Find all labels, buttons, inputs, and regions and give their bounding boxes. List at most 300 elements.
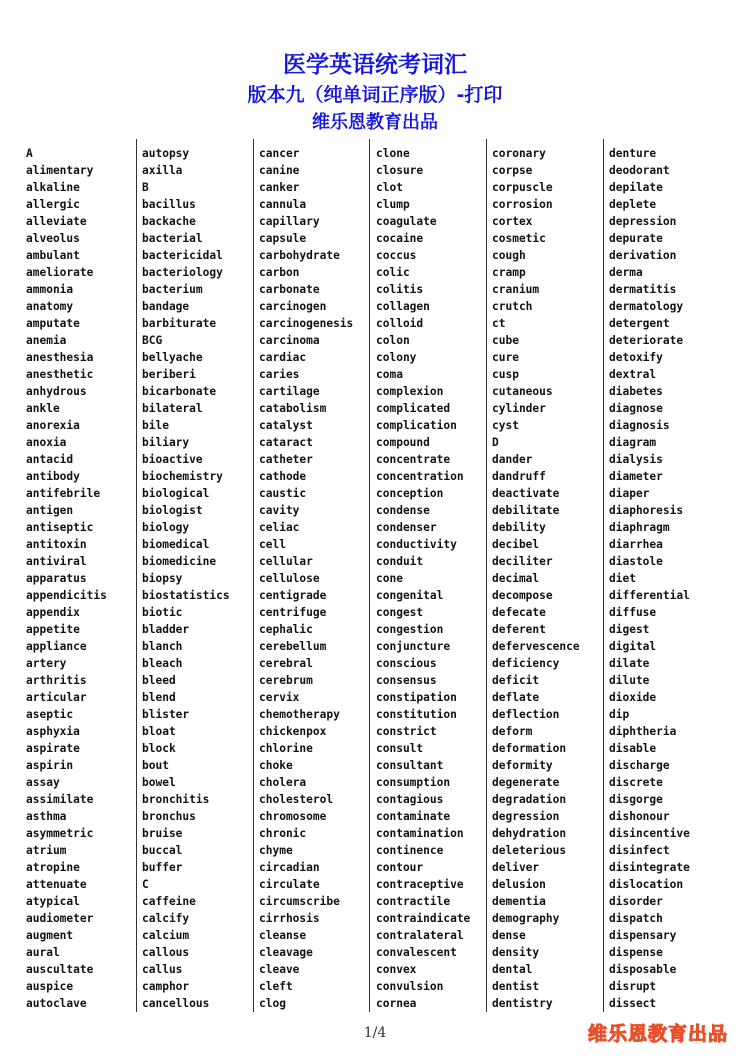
vocab-word: convulsion bbox=[376, 980, 444, 993]
vocab-word: cocaine bbox=[376, 232, 424, 245]
vocab-word: atrium bbox=[26, 844, 67, 857]
vocab-word: canker bbox=[259, 181, 300, 194]
vocab-word: biochemistry bbox=[142, 470, 223, 483]
vocab-word: deformation bbox=[492, 742, 567, 755]
vocab-word: cube bbox=[492, 334, 519, 347]
vocab-word: buccal bbox=[142, 844, 183, 857]
vocab-word: compound bbox=[376, 436, 430, 449]
vocab-word: cancellous bbox=[142, 997, 210, 1010]
vocab-word: colloid bbox=[376, 317, 424, 330]
vocab-word: consult bbox=[376, 742, 424, 755]
vocab-word: carcinogen bbox=[259, 300, 327, 313]
vocab-word: cosmetic bbox=[492, 232, 546, 245]
vocab-word: anorexia bbox=[26, 419, 80, 432]
vocab-word: anemia bbox=[26, 334, 67, 347]
vocab-word: dioxide bbox=[609, 691, 657, 704]
vocab-word: dispensary bbox=[609, 929, 677, 942]
vocab-word: concentrate bbox=[376, 453, 451, 466]
vocab-word: arthritis bbox=[26, 674, 87, 687]
vocab-word: cutaneous bbox=[492, 385, 553, 398]
vocab-word: alveolus bbox=[26, 232, 80, 245]
vocab-word: consultant bbox=[376, 759, 444, 772]
vocab-word: bleach bbox=[142, 657, 183, 670]
vocab-word: diaphragm bbox=[609, 521, 670, 534]
vocab-word: bout bbox=[142, 759, 169, 772]
vocab-word: cure bbox=[492, 351, 519, 364]
vocab-word: biliary bbox=[142, 436, 190, 449]
vocab-word: cleavage bbox=[259, 946, 313, 959]
vocab-word: defecate bbox=[492, 606, 546, 619]
vocab-word: dehydration bbox=[492, 827, 567, 840]
vocab-word: diaper bbox=[609, 487, 650, 500]
vocab-word: antitoxin bbox=[26, 538, 87, 551]
word-column-3 bbox=[259, 145, 371, 1012]
vocab-word: dispense bbox=[609, 946, 663, 959]
vocab-word: dilute bbox=[609, 674, 650, 687]
vocab-word: cornea bbox=[376, 997, 417, 1010]
vocab-word: atropine bbox=[26, 861, 80, 874]
vocab-word: autoclave bbox=[26, 997, 87, 1010]
vocab-word: diastole bbox=[609, 555, 663, 568]
vocab-word: catalyst bbox=[259, 419, 313, 432]
vocab-word: catabolism bbox=[259, 402, 327, 415]
vocab-word: dentistry bbox=[492, 997, 553, 1010]
vocab-word: atypical bbox=[26, 895, 80, 908]
vocab-word: derivation bbox=[609, 249, 677, 262]
vocab-word: appendix bbox=[26, 606, 80, 619]
vocab-word: congenital bbox=[376, 589, 444, 602]
document-title: 医学英语统考词汇 bbox=[283, 52, 467, 78]
vocab-word: bowel bbox=[142, 776, 176, 789]
vocab-word: cramp bbox=[492, 266, 526, 279]
vocab-word: congestion bbox=[376, 623, 444, 636]
vocab-word: dissect bbox=[609, 997, 657, 1010]
vocab-word: deciliter bbox=[492, 555, 553, 568]
vocab-word: denture bbox=[609, 147, 657, 160]
vocab-word: circumscribe bbox=[259, 895, 340, 908]
vocab-word: cholera bbox=[259, 776, 307, 789]
vocab-word: cataract bbox=[259, 436, 313, 449]
vocab-word: apparatus bbox=[26, 572, 87, 585]
vocab-word: chickenpox bbox=[259, 725, 327, 738]
vocab-word: diarrhea bbox=[609, 538, 663, 551]
vocab-word: chronic bbox=[259, 827, 307, 840]
vocab-word: cleanse bbox=[259, 929, 307, 942]
vocab-word: antacid bbox=[26, 453, 74, 466]
vocab-word: degression bbox=[492, 810, 560, 823]
vocab-word: asthma bbox=[26, 810, 67, 823]
vocab-word: deformity bbox=[492, 759, 553, 772]
vocab-word: collagen bbox=[376, 300, 430, 313]
vocab-word: colony bbox=[376, 351, 417, 364]
document-subtitle: 版本九（纯单词正序版）-打印 bbox=[247, 84, 503, 106]
vocab-word: circulate bbox=[259, 878, 320, 891]
vocab-word: cholesterol bbox=[259, 793, 334, 806]
vocab-word: aseptic bbox=[26, 708, 74, 721]
vocab-word: complicated bbox=[376, 402, 451, 415]
vocab-word: ambulant bbox=[26, 249, 80, 262]
vocab-word: biostatistics bbox=[142, 589, 230, 602]
vocab-word: aspirate bbox=[26, 742, 80, 755]
vocab-word: barbiturate bbox=[142, 317, 217, 330]
vocab-word: complication bbox=[376, 419, 457, 432]
vocab-word: disinfect bbox=[609, 844, 670, 857]
vocab-word: corpuscle bbox=[492, 181, 553, 194]
vocab-word: antibody bbox=[26, 470, 80, 483]
vocab-word: continence bbox=[376, 844, 444, 857]
vocab-word: dialysis bbox=[609, 453, 663, 466]
vocab-word: deplete bbox=[609, 198, 657, 211]
vocab-word: cortex bbox=[492, 215, 533, 228]
vocab-word: carbonate bbox=[259, 283, 320, 296]
vocab-word: bladder bbox=[142, 623, 190, 636]
vocab-word: biomedicine bbox=[142, 555, 217, 568]
vocab-word: cervix bbox=[259, 691, 300, 704]
vocab-word: celiac bbox=[259, 521, 300, 534]
vocab-word: depilate bbox=[609, 181, 663, 194]
vocab-word: camphor bbox=[142, 980, 190, 993]
vocab-word: constrict bbox=[376, 725, 437, 738]
vocab-word: coma bbox=[376, 368, 403, 381]
vocab-word: diaphoresis bbox=[609, 504, 684, 517]
vocab-word: convalescent bbox=[376, 946, 457, 959]
vocab-word: diameter bbox=[609, 470, 663, 483]
vocab-word: ameliorate bbox=[26, 266, 94, 279]
vocab-word: detergent bbox=[609, 317, 670, 330]
vocab-word: deflate bbox=[492, 691, 540, 704]
vocab-word: B bbox=[142, 181, 149, 194]
vocab-word: bacterium bbox=[142, 283, 203, 296]
vocab-word: autopsy bbox=[142, 147, 190, 160]
vocab-word: diphtheria bbox=[609, 725, 677, 738]
vocab-word: dentist bbox=[492, 980, 540, 993]
vocab-word: derma bbox=[609, 266, 643, 279]
vocab-word: degradation bbox=[492, 793, 567, 806]
vocab-word: disposable bbox=[609, 963, 677, 976]
vocab-word: dandruff bbox=[492, 470, 546, 483]
column-divider bbox=[369, 139, 370, 1012]
word-column-1 bbox=[26, 145, 138, 1012]
vocab-word: assimilate bbox=[26, 793, 94, 806]
vocab-word: carcinoma bbox=[259, 334, 320, 347]
vocab-word: concentration bbox=[376, 470, 464, 483]
vocab-word: dermatology bbox=[609, 300, 684, 313]
vocab-word: auspice bbox=[26, 980, 74, 993]
vocab-word: closure bbox=[376, 164, 424, 177]
vocab-word: digital bbox=[609, 640, 657, 653]
vocab-word: chemotherapy bbox=[259, 708, 340, 721]
vocab-word: diagram bbox=[609, 436, 657, 449]
vocab-word: appetite bbox=[26, 623, 80, 636]
vocab-word: cylinder bbox=[492, 402, 546, 415]
page-number: 1/4 bbox=[363, 1025, 387, 1041]
vocab-word: disincentive bbox=[609, 827, 690, 840]
vocab-word: deteriorate bbox=[609, 334, 684, 347]
vocab-word: attenuate bbox=[26, 878, 87, 891]
vocab-word: disgorge bbox=[609, 793, 663, 806]
vocab-word: carcinogenesis bbox=[259, 317, 354, 330]
vocab-word: clot bbox=[376, 181, 403, 194]
vocab-word: ammonia bbox=[26, 283, 74, 296]
vocab-word: dislocation bbox=[609, 878, 684, 891]
vocab-word: beriberi bbox=[142, 368, 196, 381]
vocab-word: cathode bbox=[259, 470, 307, 483]
vocab-word: cirrhosis bbox=[259, 912, 320, 925]
vocab-word: catheter bbox=[259, 453, 313, 466]
vocab-word: articular bbox=[26, 691, 87, 704]
vocab-word: bronchitis bbox=[142, 793, 210, 806]
vocab-word: bilateral bbox=[142, 402, 203, 415]
vocab-word: bacterial bbox=[142, 232, 203, 245]
word-column-4 bbox=[376, 145, 488, 1012]
vocab-word: chromosome bbox=[259, 810, 327, 823]
vocab-word: defervescence bbox=[492, 640, 580, 653]
vocab-word: conduit bbox=[376, 555, 424, 568]
vocab-word: caffeine bbox=[142, 895, 196, 908]
vocab-word: bleed bbox=[142, 674, 176, 687]
vocab-word: contaminate bbox=[376, 810, 451, 823]
vocab-word: centigrade bbox=[259, 589, 327, 602]
vocab-word: cartilage bbox=[259, 385, 320, 398]
vocab-word: carbon bbox=[259, 266, 300, 279]
vocab-word: congest bbox=[376, 606, 424, 619]
vocab-word: cavity bbox=[259, 504, 300, 517]
vocab-word: bruise bbox=[142, 827, 183, 840]
vocab-word: diet bbox=[609, 572, 636, 585]
vocab-word: auscultate bbox=[26, 963, 94, 976]
vocab-word: cardiac bbox=[259, 351, 307, 364]
vocab-word: cancer bbox=[259, 147, 300, 160]
vocab-word: dip bbox=[609, 708, 630, 721]
vocab-word: deficiency bbox=[492, 657, 560, 670]
word-column-5 bbox=[492, 145, 604, 1012]
vocab-word: cranium bbox=[492, 283, 540, 296]
vocab-word: bactericidal bbox=[142, 249, 223, 262]
vocab-word: antiviral bbox=[26, 555, 87, 568]
vocab-word: block bbox=[142, 742, 176, 755]
vocab-word: colon bbox=[376, 334, 410, 347]
vocab-word: decompose bbox=[492, 589, 553, 602]
vocab-word: deleterious bbox=[492, 844, 567, 857]
vocab-word: deflection bbox=[492, 708, 560, 721]
vocab-word: ankle bbox=[26, 402, 60, 415]
vocab-word: disrupt bbox=[609, 980, 657, 993]
vocab-word: dense bbox=[492, 929, 526, 942]
vocab-word: bellyache bbox=[142, 351, 203, 364]
vocab-word: canine bbox=[259, 164, 300, 177]
vocab-word: conductivity bbox=[376, 538, 457, 551]
vocab-word: augment bbox=[26, 929, 74, 942]
vocab-word: density bbox=[492, 946, 540, 959]
vocab-word: cephalic bbox=[259, 623, 313, 636]
vocab-word: contractile bbox=[376, 895, 451, 908]
vocab-word: contraindicate bbox=[376, 912, 471, 925]
vocab-word: complexion bbox=[376, 385, 444, 398]
vocab-word: anesthetic bbox=[26, 368, 94, 381]
vocab-word: backache bbox=[142, 215, 196, 228]
vocab-word: dental bbox=[492, 963, 533, 976]
vocab-word: constitution bbox=[376, 708, 457, 721]
vocab-word: cannula bbox=[259, 198, 307, 211]
vocab-word: alkaline bbox=[26, 181, 80, 194]
vocab-word: depurate bbox=[609, 232, 663, 245]
vocab-word: assay bbox=[26, 776, 60, 789]
vocab-word: appendicitis bbox=[26, 589, 107, 602]
vocab-word: appliance bbox=[26, 640, 87, 653]
vocab-word: allergic bbox=[26, 198, 80, 211]
vocab-word: deliver bbox=[492, 861, 540, 874]
vocab-word: conjuncture bbox=[376, 640, 451, 653]
vocab-word: colic bbox=[376, 266, 410, 279]
vocab-word: alleviate bbox=[26, 215, 87, 228]
vocab-word: antiseptic bbox=[26, 521, 94, 534]
vocab-word: deferent bbox=[492, 623, 546, 636]
vocab-word: colitis bbox=[376, 283, 424, 296]
vocab-word: biological bbox=[142, 487, 210, 500]
vocab-word: D bbox=[492, 436, 499, 449]
vocab-word: callus bbox=[142, 963, 183, 976]
vocab-word: cerebrum bbox=[259, 674, 313, 687]
vocab-word: clog bbox=[259, 997, 286, 1010]
vocab-word: debilitate bbox=[492, 504, 560, 517]
vocab-word: calcify bbox=[142, 912, 190, 925]
vocab-word: dilate bbox=[609, 657, 650, 670]
vocab-word: antigen bbox=[26, 504, 74, 517]
vocab-word: corrosion bbox=[492, 198, 553, 211]
vocab-word: dextral bbox=[609, 368, 657, 381]
vocab-word: choke bbox=[259, 759, 293, 772]
vocab-word: biotic bbox=[142, 606, 183, 619]
vocab-word: cellulose bbox=[259, 572, 320, 585]
vocab-word: coccus bbox=[376, 249, 417, 262]
vocab-word: capsule bbox=[259, 232, 307, 245]
vocab-word: cusp bbox=[492, 368, 519, 381]
vocab-word: bacillus bbox=[142, 198, 196, 211]
vocab-word: caustic bbox=[259, 487, 307, 500]
vocab-word: differential bbox=[609, 589, 690, 602]
vocab-word: diabetes bbox=[609, 385, 663, 398]
vocab-word: disorder bbox=[609, 895, 663, 908]
vocab-word: bicarbonate bbox=[142, 385, 217, 398]
vocab-word: chlorine bbox=[259, 742, 313, 755]
vocab-word: cleave bbox=[259, 963, 300, 976]
publisher-line: 维乐恩教育出品 bbox=[312, 112, 438, 133]
vocab-word: biology bbox=[142, 521, 190, 534]
vocab-word: condense bbox=[376, 504, 430, 517]
vocab-word: cyst bbox=[492, 419, 519, 432]
vocab-word: biopsy bbox=[142, 572, 183, 585]
vocab-word: blister bbox=[142, 708, 190, 721]
vocab-word: deodorant bbox=[609, 164, 670, 177]
vocab-word: artery bbox=[26, 657, 67, 670]
vocab-word: aspirin bbox=[26, 759, 74, 772]
vocab-word: anatomy bbox=[26, 300, 74, 313]
vocab-word: bandage bbox=[142, 300, 190, 313]
vocab-word: conception bbox=[376, 487, 444, 500]
vocab-word: discharge bbox=[609, 759, 670, 772]
vocab-word: diagnose bbox=[609, 402, 663, 415]
vocab-word: consensus bbox=[376, 674, 437, 687]
vocab-word: cough bbox=[492, 249, 526, 262]
vocab-word: detoxify bbox=[609, 351, 663, 364]
vocab-word: decimal bbox=[492, 572, 540, 585]
vocab-word: bioactive bbox=[142, 453, 203, 466]
vocab-word: decibel bbox=[492, 538, 540, 551]
vocab-word: depression bbox=[609, 215, 677, 228]
vocab-word: audiometer bbox=[26, 912, 94, 925]
vocab-word: degenerate bbox=[492, 776, 560, 789]
vocab-word: demography bbox=[492, 912, 560, 925]
vocab-word: aural bbox=[26, 946, 60, 959]
vocab-word: deficit bbox=[492, 674, 540, 687]
vocab-word: dispatch bbox=[609, 912, 663, 925]
vocab-word: crutch bbox=[492, 300, 533, 313]
vocab-word: cerebral bbox=[259, 657, 313, 670]
vocab-word: deactivate bbox=[492, 487, 560, 500]
vocab-word: anhydrous bbox=[26, 385, 87, 398]
vocab-word: bacteriology bbox=[142, 266, 223, 279]
vocab-word: biologist bbox=[142, 504, 203, 517]
vocab-word: dander bbox=[492, 453, 533, 466]
vocab-word: bile bbox=[142, 419, 169, 432]
vocab-word: cellular bbox=[259, 555, 313, 568]
column-divider bbox=[603, 139, 604, 1012]
vocab-word: debility bbox=[492, 521, 546, 534]
vocab-word: digest bbox=[609, 623, 650, 636]
vocab-word: diffuse bbox=[609, 606, 657, 619]
vocab-word: contamination bbox=[376, 827, 464, 840]
vocab-word: dermatitis bbox=[609, 283, 677, 296]
vocab-word: anoxia bbox=[26, 436, 67, 449]
vocab-word: coronary bbox=[492, 147, 546, 160]
vocab-word: axilla bbox=[142, 164, 183, 177]
vocab-word: circadian bbox=[259, 861, 320, 874]
vocab-word: blanch bbox=[142, 640, 183, 653]
vocab-word: centrifuge bbox=[259, 606, 327, 619]
column-divider bbox=[253, 139, 254, 1012]
vocab-word: condenser bbox=[376, 521, 437, 534]
vocab-word: delusion bbox=[492, 878, 546, 891]
vocab-word: contour bbox=[376, 861, 424, 874]
vocab-word: contralateral bbox=[376, 929, 464, 942]
word-column-6 bbox=[609, 145, 721, 1012]
vocab-word: capillary bbox=[259, 215, 320, 228]
vocab-word: blend bbox=[142, 691, 176, 704]
vocab-word: bronchus bbox=[142, 810, 196, 823]
vocab-word: corpse bbox=[492, 164, 533, 177]
vocab-word: constipation bbox=[376, 691, 457, 704]
column-divider bbox=[486, 139, 487, 1012]
vocab-word: clump bbox=[376, 198, 410, 211]
vocab-word: coagulate bbox=[376, 215, 437, 228]
vocab-word: convex bbox=[376, 963, 417, 976]
vocab-word: consumption bbox=[376, 776, 451, 789]
vocab-word: diagnosis bbox=[609, 419, 670, 432]
vocab-word: cerebellum bbox=[259, 640, 327, 653]
vocab-word: discrete bbox=[609, 776, 663, 789]
vocab-word: ct bbox=[492, 317, 506, 330]
vocab-word: contagious bbox=[376, 793, 444, 806]
vocab-word: asphyxia bbox=[26, 725, 80, 738]
vocab-word: amputate bbox=[26, 317, 80, 330]
vocab-word: alimentary bbox=[26, 164, 94, 177]
vocab-word: clone bbox=[376, 147, 410, 160]
vocab-word: disintegrate bbox=[609, 861, 690, 874]
publisher-watermark: 维乐恩教育出品 bbox=[587, 1023, 728, 1045]
vocab-word: deform bbox=[492, 725, 533, 738]
vocab-word: buffer bbox=[142, 861, 183, 874]
vocab-word: biomedical bbox=[142, 538, 210, 551]
